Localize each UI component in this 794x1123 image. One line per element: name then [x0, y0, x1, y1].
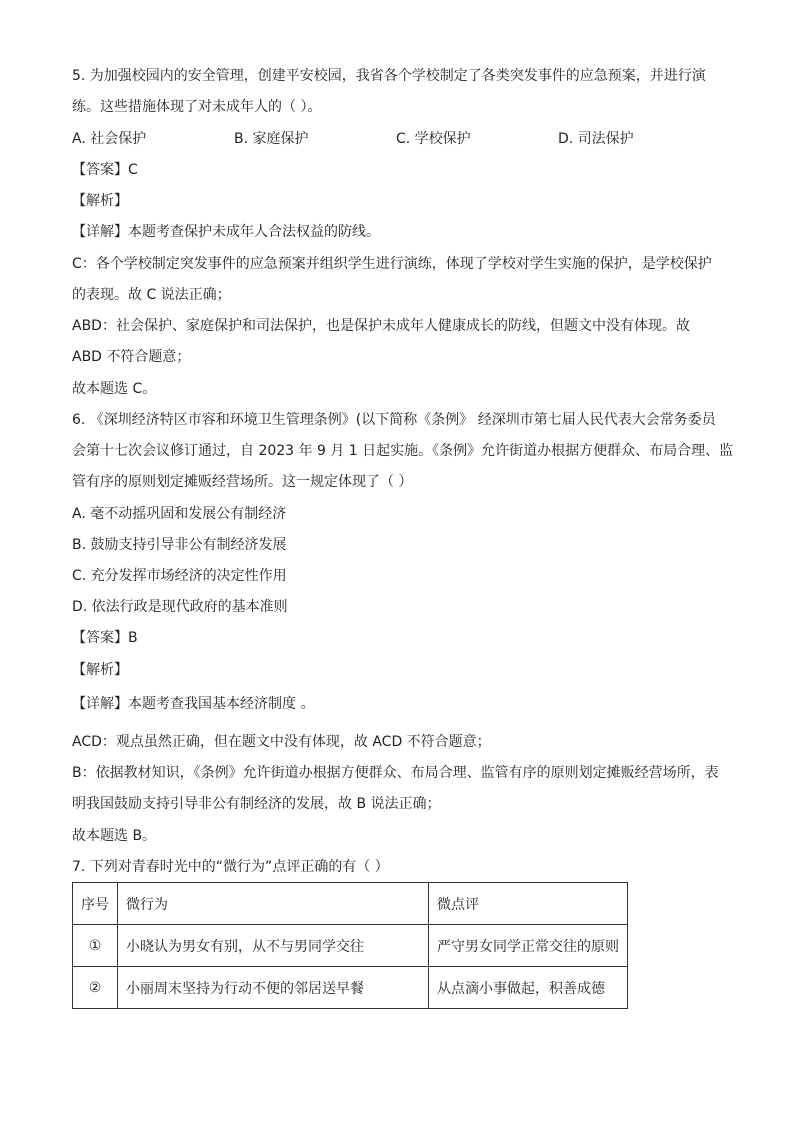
q5-option-b: B. 家庭保护	[234, 131, 309, 147]
q6-option-d: D. 依法行政是现代政府的基本准则	[72, 599, 288, 615]
row-index: ②	[73, 967, 118, 1009]
q6-detail: 【详解】本题考查我国基本经济制度 。	[72, 696, 315, 712]
q6-explanation-line2: B：依据教材知识，《条例》允许街道办根据方便群众、布局合理、监管有序的原则划定摊贩经营场所，表	[72, 765, 719, 781]
q5-explanation-line2: 的表现。故 C 说法正确；	[72, 287, 231, 303]
q6-stem-line2: 会第十七次会议修订通过，自 2023 年 9 月 1 日起实施。《条例》允许街道办根据方便群众、布局合理、监	[72, 443, 734, 459]
q5-option-c: C. 学校保护	[396, 131, 471, 147]
q5-stem-line1: 5. 为加强校园内的安全管理，创建平安校园，我省各个学校制定了各类突发事件的应急预案，并进行演	[72, 68, 706, 84]
q5-stem-line2: 练。这些措施体现了对未成年人的（ ）。	[72, 99, 322, 115]
q7-table	[72, 882, 628, 1009]
header-index: 序号	[73, 883, 118, 925]
q6-conclusion: 故本题选 B。	[72, 828, 157, 844]
q6-option-b: B. 鼓励支持引导非公有制经济发展	[72, 537, 287, 553]
q6-stem-line3: 管有序的原则划定摊贩经营场所。这一规定体现了（ ）	[72, 474, 413, 490]
table-row	[73, 925, 628, 967]
header-comment: 微点评	[429, 883, 628, 925]
q6-explanation-line3: 明我国鼓励支持引导非公有制经济的发展，故 B 说法正确；	[72, 796, 441, 812]
table-header-row	[73, 883, 628, 925]
q5-explanation-line1: C：各个学校制定突发事件的应急预案并组织学生进行演练，体现了学校对学生实施的保护，是学校保护	[72, 256, 712, 272]
q6-analysis-heading: 【解析】	[72, 662, 128, 678]
q5-answer: 【答案】C	[72, 162, 138, 178]
header-behavior: 微行为	[118, 883, 429, 925]
q6-explanation-line1: ACD：观点虽然正确，但在题文中没有体现，故 ACD 不符合题意；	[72, 734, 491, 750]
row-behavior: 小晓认为男女有别，从不与男同学交往	[118, 925, 429, 967]
q5-explanation-line4: ABD 不符合题意；	[72, 349, 191, 365]
q6-option-a: A. 毫不动摇巩固和发展公有制经济	[72, 506, 287, 522]
q5-option-a: A. 社会保护	[72, 131, 147, 147]
q6-answer: 【答案】B	[72, 630, 138, 646]
q5-detail: 【详解】本题考查保护未成年人合法权益的防线。	[72, 224, 380, 240]
row-comment: 从点滴小事做起，积善成德	[429, 967, 628, 1009]
q6-option-c: C. 充分发挥市场经济的决定性作用	[72, 568, 287, 584]
q5-analysis-heading: 【解析】	[72, 193, 128, 209]
q5-explanation-line3: ABD：社会保护、家庭保护和司法保护，也是保护未成年人健康成长的防线，但题文中没有体现。故	[72, 318, 690, 334]
q6-stem-line1: 6. 《深圳经济特区市容和环境卫生管理条例》(以下简称《条例》 经深圳市第七届人民代表大会常务委员	[72, 412, 716, 428]
row-comment: 严守男女同学正常交往的原则	[429, 925, 628, 967]
row-behavior: 小丽周末坚持为行动不便的邻居送早餐	[118, 967, 429, 1009]
row-index: ①	[73, 925, 118, 967]
table-row	[73, 967, 628, 1009]
q5-option-d: D. 司法保护	[558, 131, 634, 147]
q5-conclusion: 故本题选 C。	[72, 381, 157, 397]
q7-stem: 7. 下列对青春时光中的“微行为”点评正确的有（ ）	[72, 859, 389, 875]
